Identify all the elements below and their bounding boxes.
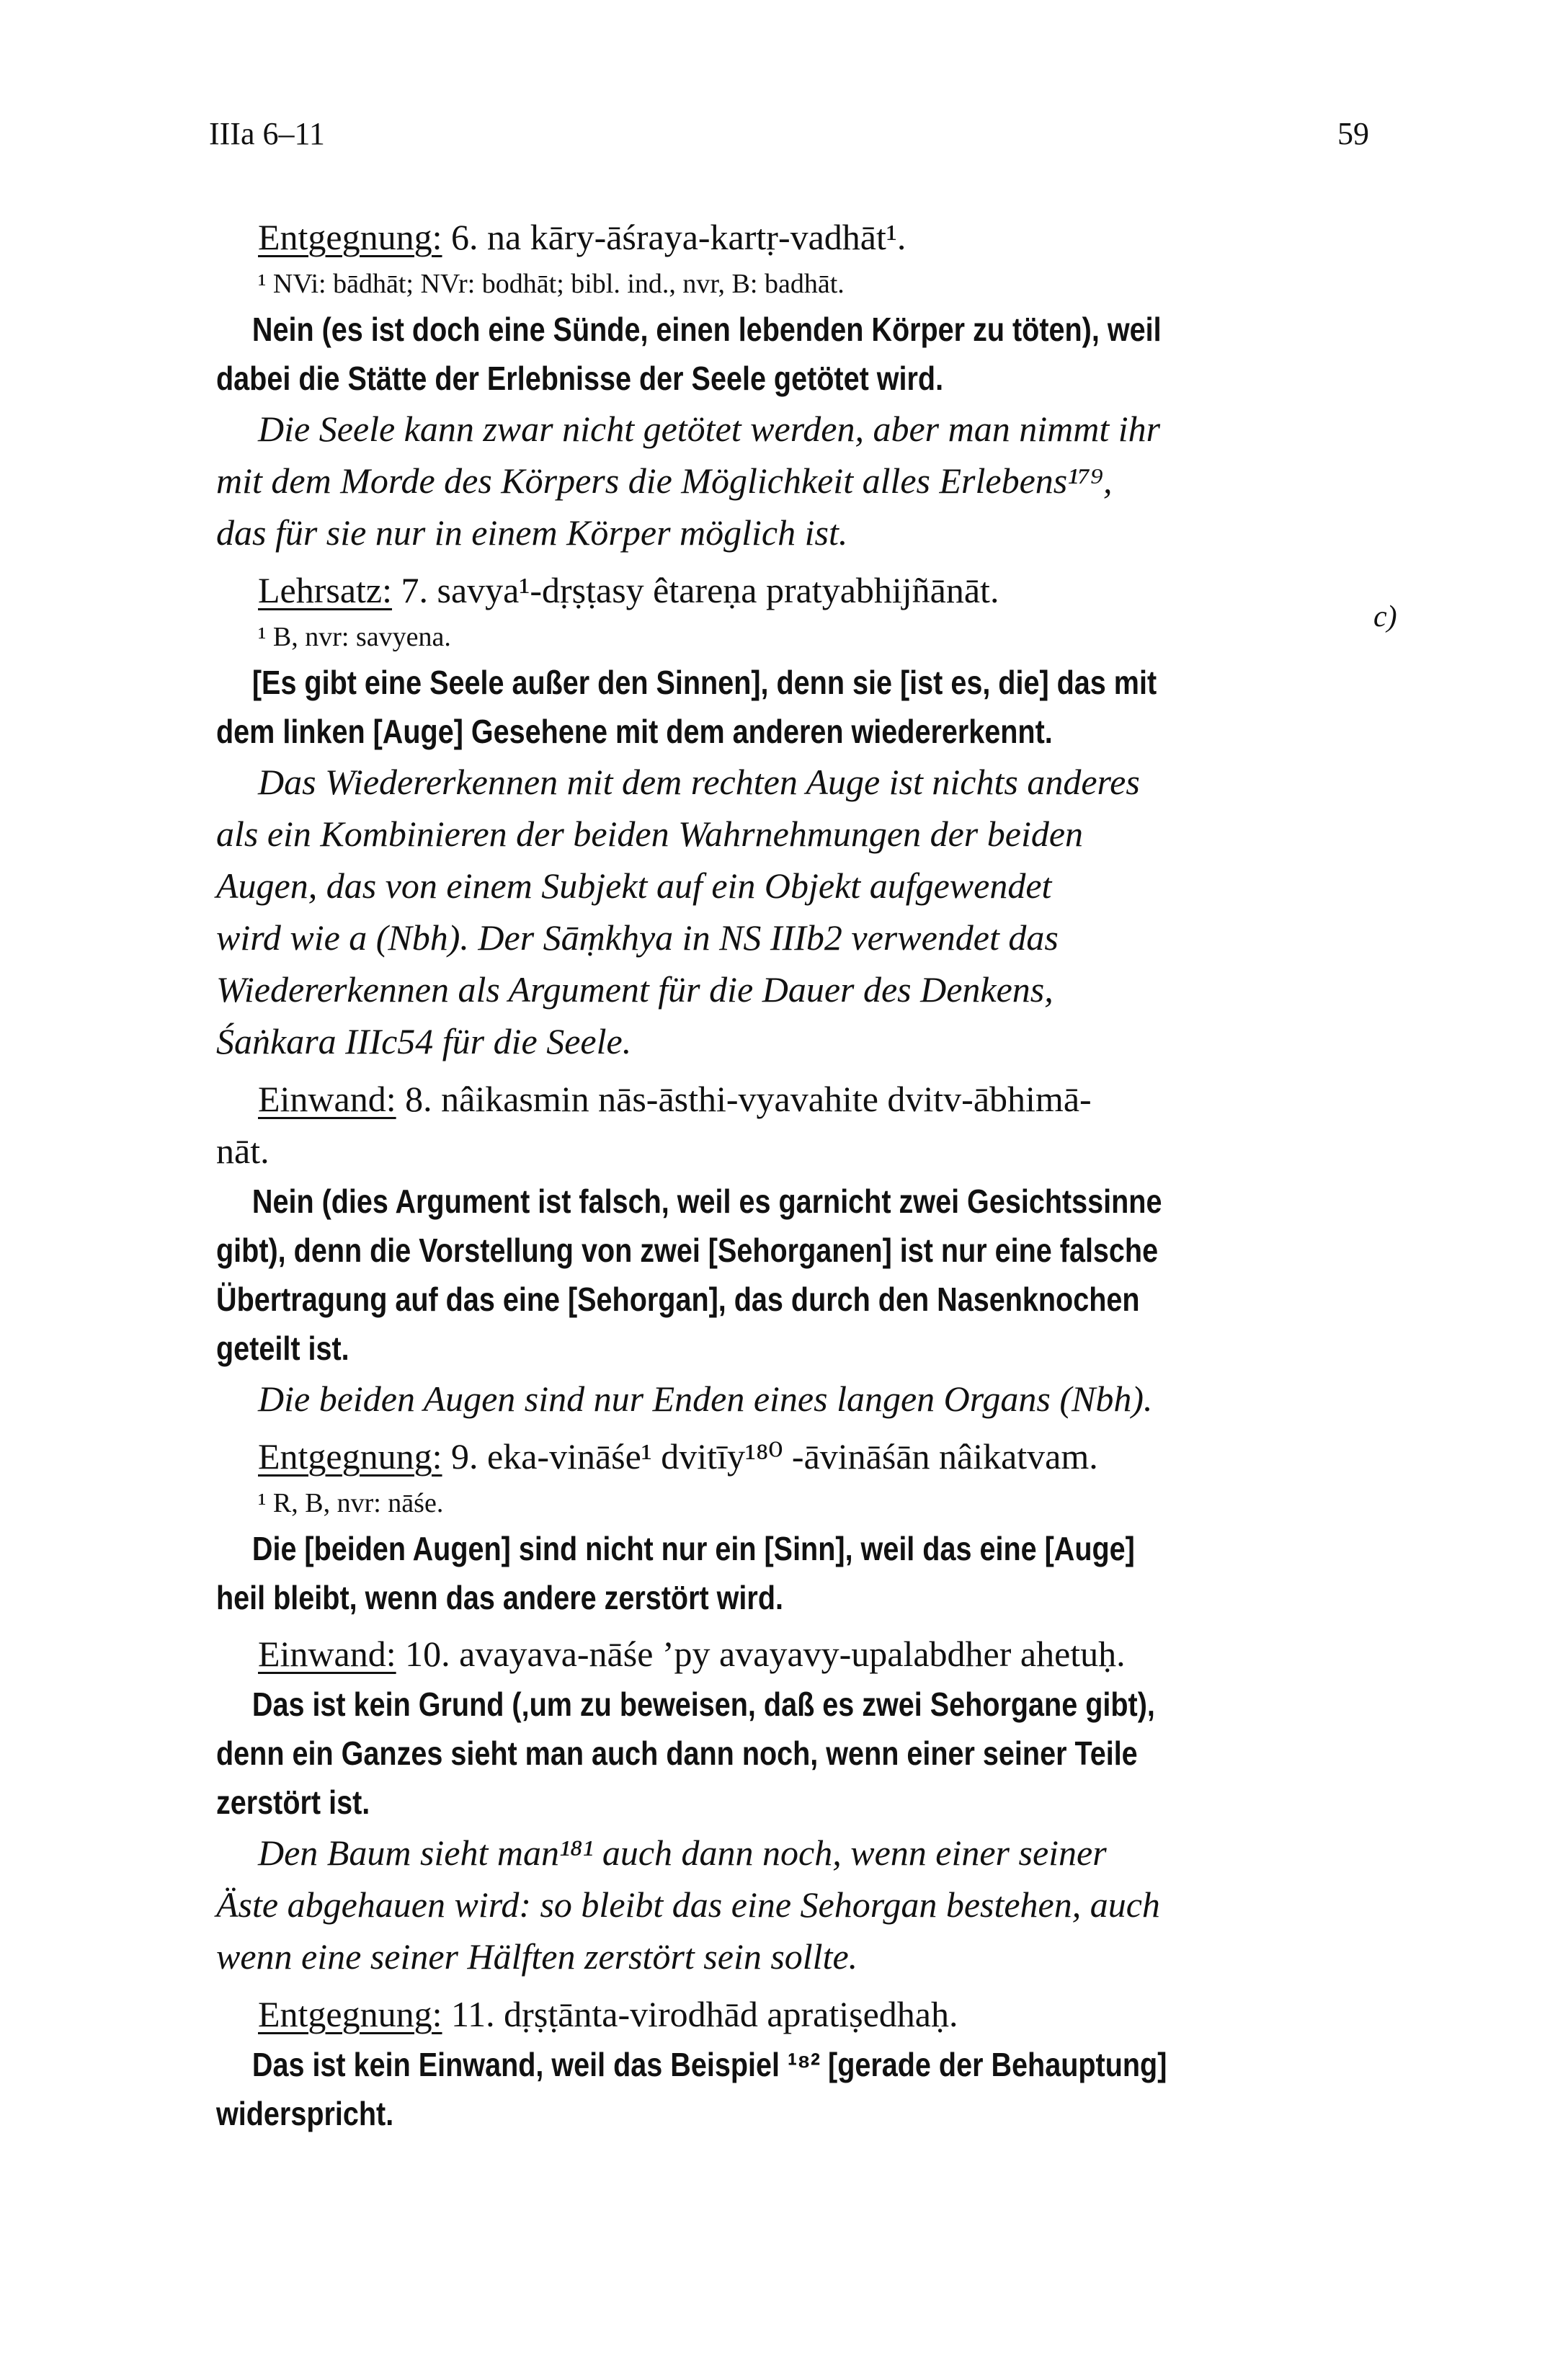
commentary-line: wird wie a (Nbh). Der Sāṃkhya in NS IIIb2 verwendet das <box>216 917 1059 958</box>
footnote-line: ¹ NVi: bādhāt; NVr: bodhāt; bibl. ind., nvr, B: badhāt. <box>258 269 845 299</box>
translation-line: Die [beiden Augen] sind nicht nur ein [Sinn], weil das eine [Auge] <box>251 1530 1135 1567</box>
translation-line: gibt), denn die Vorstellung von zwei [Sehorganen] ist nur eine falsche <box>216 1232 1159 1269</box>
commentary-line: Die beiden Augen sind nur Enden eines langen Organs (Nbh). <box>258 1379 1153 1419</box>
commentary-paragraph-block <box>216 403 1369 558</box>
sutra-verse-block <box>216 1628 1369 1680</box>
commentary-line: Śaṅkara IIIc54 für die Seele. <box>216 1021 632 1061</box>
sutra-verse-block <box>216 1988 1369 2040</box>
commentary-line: Wiedererkennen als Argument für die Dauer des Denkens, <box>216 969 1054 1010</box>
commentary-line: Äste abgehauen wird: so bleibt das eine Sehorgan bestehen, auch <box>216 1884 1160 1925</box>
translation-line: [Es gibt eine Seele außer den Sinnen], denn sie [ist es, die] das mit <box>251 664 1157 701</box>
footnote-block <box>216 616 1369 658</box>
sutra-label: Entgegnung: <box>258 217 442 257</box>
translation-paragraph-block <box>216 305 1369 403</box>
sutra-label: Lehrsatz: <box>258 570 393 610</box>
footnote-block <box>216 263 1369 305</box>
page-number: 59 <box>1337 116 1369 151</box>
margin-note: c) <box>1373 600 1397 633</box>
translation-paragraph-block <box>216 2040 1369 2138</box>
sutra-verse-block <box>216 211 1369 263</box>
sutra-text: 11. dṛṣṭānta-virodhād apratiṣedhaḥ. <box>442 1994 958 2034</box>
translation-line: zerstört ist. <box>216 1784 370 1821</box>
sutra-text: 7. savya¹-dṛṣṭasy êtareṇa pratyabhijñānāt. <box>392 570 999 610</box>
commentary-line: mit dem Morde des Körpers die Möglichkeit alles Erlebens¹⁷⁹, <box>216 460 1113 501</box>
translation-paragraph-block <box>216 1524 1369 1622</box>
translation-line: Das ist kein Grund (‚um zu beweisen, daß es zwei Sehorgane gibt), <box>251 1686 1155 1723</box>
commentary-line: Den Baum sieht man¹⁸¹ auch dann noch, wenn einer seiner <box>258 1833 1107 1873</box>
translation-line: Übertragung auf das eine [Sehorgan], das durch den Nasenknochen <box>216 1281 1140 1318</box>
commentary-line: wenn eine seiner Hälften zerstört sein sollte. <box>216 1936 858 1977</box>
sutra-verse-block <box>216 564 1369 616</box>
translation-paragraph-block <box>216 1177 1369 1373</box>
sutra-label: Entgegnung: <box>258 1436 442 1477</box>
page-body <box>216 205 1369 2138</box>
sutra-text: 9. eka-vināśe¹ dvitīy¹⁸⁰ -āvināśān nâikatvam. <box>442 1436 1098 1477</box>
sutra-line <box>216 1988 1369 2040</box>
running-header <box>209 115 1369 166</box>
translation-line: heil bleibt, wenn das andere zerstört wird. <box>216 1579 783 1616</box>
translation-line: Nein (es ist doch eine Sünde, einen lebenden Körper zu töten), weil <box>251 311 1162 348</box>
translation-paragraph-block <box>216 658 1369 756</box>
commentary-paragraph-block <box>216 1373 1369 1425</box>
footnote-block <box>216 1482 1369 1524</box>
sutra-verse-block <box>216 1073 1369 1177</box>
section-reference: IIIa 6–11 <box>209 116 325 151</box>
sutra-line <box>216 564 1369 616</box>
sutra-text: 8. nâikasmin nās-āsthi-vyavahite dvitv-ābhimā- <box>396 1079 1092 1119</box>
sutra-text: 6. na kāry-āśraya-kartṛ-vadhāt¹. <box>442 217 906 257</box>
translation-line: geteilt ist. <box>216 1330 349 1367</box>
sutra-text: 10. avayava-nāśe ’py avayavy-upalabdher ahetuḥ. <box>396 1634 1126 1674</box>
commentary-paragraph-block <box>216 756 1369 1067</box>
footnote-line: ¹ B, nvr: savyena. <box>258 622 451 652</box>
commentary-paragraph-block <box>216 1827 1369 1982</box>
sutra-line <box>216 1628 1369 1680</box>
commentary-line: Die Seele kann zwar nicht getötet werden, aber man nimmt ihr <box>258 409 1161 449</box>
translation-line: widerspricht. <box>216 2095 394 2132</box>
sutra-line <box>216 1430 1369 1482</box>
commentary-line: Augen, das von einem Subjekt auf ein Objekt aufgewendet <box>216 865 1052 906</box>
sutra-label: Einwand: <box>258 1079 396 1119</box>
commentary-line: das für sie nur in einem Körper möglich ist. <box>216 512 848 553</box>
commentary-line: Das Wiedererkennen mit dem rechten Auge ist nichts anderes <box>258 762 1140 802</box>
translation-line: dabei die Stätte der Erlebnisse der Seele getötet wird. <box>216 360 944 397</box>
sutra-label: Einwand: <box>258 1634 396 1674</box>
sutra-continuation: nāt. <box>216 1131 270 1171</box>
translation-line: Nein (dies Argument ist falsch, weil es garnicht zwei Gesichtssinne <box>251 1183 1162 1220</box>
translation-line: Das ist kein Einwand, weil das Beispiel ¹⁸² [gerade der Behauptung] <box>251 2046 1167 2083</box>
sutra-verse-block <box>216 1430 1369 1482</box>
translation-paragraph-block <box>216 1680 1369 1827</box>
translation-line: dem linken [Auge] Gesehene mit dem anderen wiedererkennt. <box>216 713 1053 750</box>
sutra-line <box>216 1073 1369 1125</box>
translation-line: denn ein Ganzes sieht man auch dann noch, wenn einer seiner Teile <box>216 1735 1138 1772</box>
footnote-line: ¹ R, B, nvr: nāśe. <box>258 1488 444 1518</box>
sutra-line <box>216 211 1369 263</box>
sutra-label: Entgegnung: <box>258 1994 442 2034</box>
commentary-line: als ein Kombinieren der beiden Wahrnehmungen der beiden <box>216 814 1084 854</box>
